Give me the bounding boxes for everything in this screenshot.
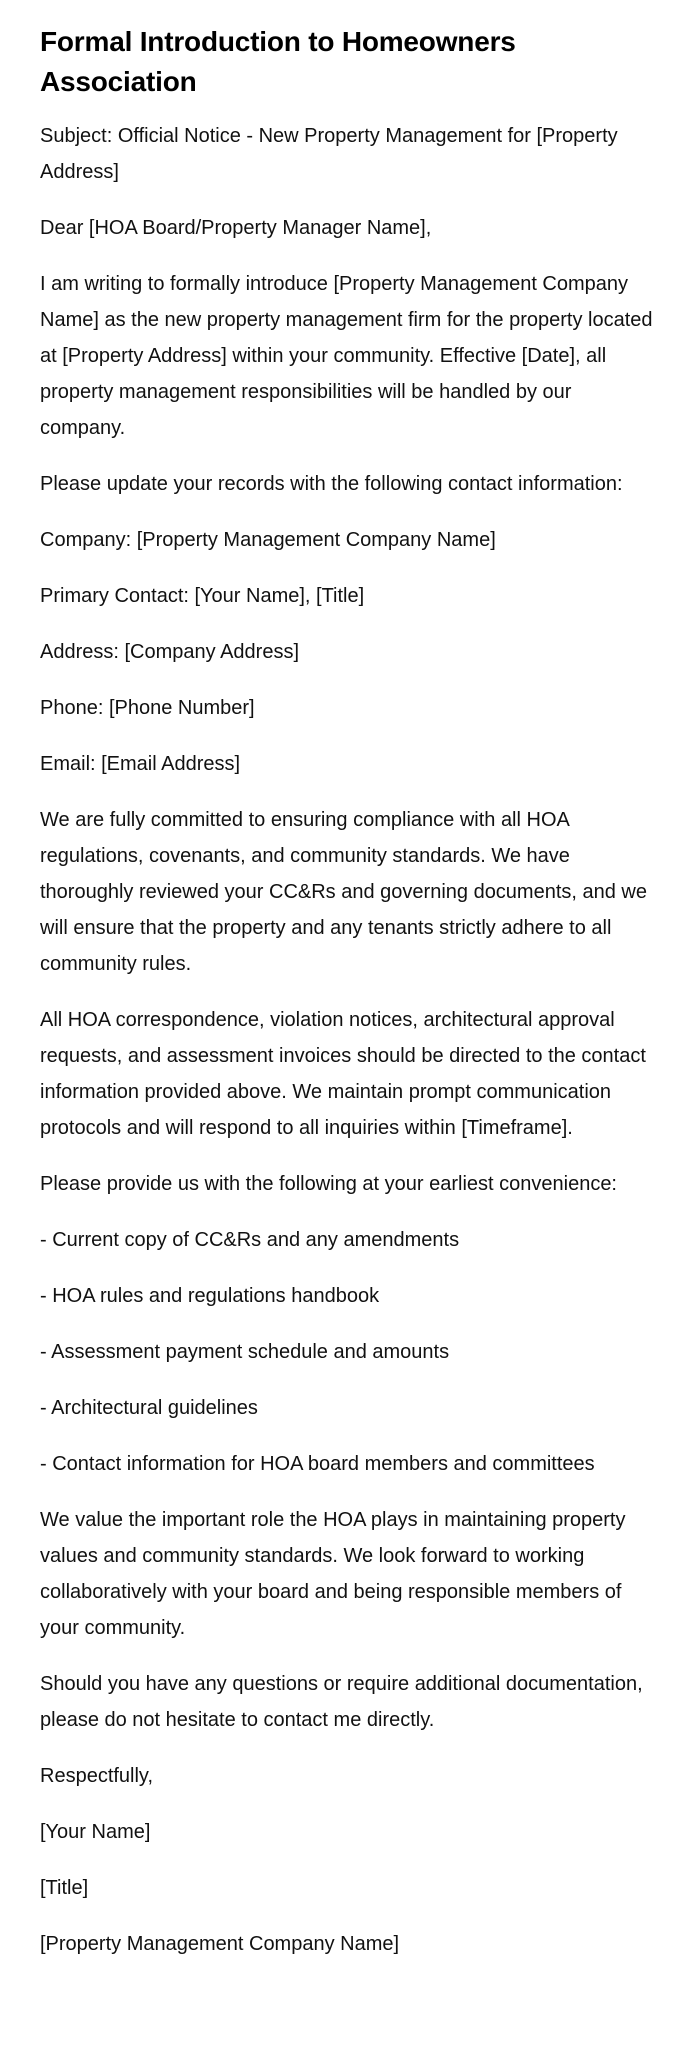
value-statement-paragraph: We value the important role the HOA plays in maintaining property values and community standards. We look forward to working collaboratively with your board and being responsible members of your community. bbox=[40, 1509, 626, 1639]
document-title: Formal Introduction to Homeowners Association bbox=[40, 26, 516, 97]
subject-line: Subject: Official Notice - New Property Management for [Property Address] bbox=[40, 125, 618, 183]
list-item: - Assessment payment schedule and amounts bbox=[40, 1341, 450, 1363]
list-item: - Architectural guidelines bbox=[40, 1397, 258, 1419]
signature-title: [Title] bbox=[40, 1877, 89, 1899]
list-item: - Contact information for HOA board members and committees bbox=[40, 1453, 595, 1475]
questions-paragraph: Should you have any questions or require additional documentation, please do not hesitate to contact me directly. bbox=[40, 1673, 643, 1731]
compliance-paragraph: We are fully committed to ensuring compliance with all HOA regulations, covenants, and community standards. We have thoroughly reviewed your CC&Rs and governing documents, and we will ensure that the property and any tenants strictly adhere to all community rules. bbox=[40, 809, 648, 975]
contact-company: Company: [Property Management Company Name] bbox=[40, 529, 496, 551]
contact-phone: Phone: [Phone Number] bbox=[40, 697, 255, 719]
requested-items-list bbox=[40, 1222, 660, 1482]
list-item: - HOA rules and regulations handbook bbox=[40, 1285, 380, 1307]
contact-info-block bbox=[40, 522, 660, 782]
intro-paragraph: I am writing to formally introduce [Property Management Company Name] as the new property management firm for the property located at [Property Address] within your community. Effective [Date], all property management responsibilities will be handled by our company. bbox=[40, 273, 653, 439]
contact-primary: Primary Contact: [Your Name], [Title] bbox=[40, 585, 365, 607]
contact-email: Email: [Email Address] bbox=[40, 753, 241, 775]
provide-request-paragraph: Please provide us with the following at your earliest convenience: bbox=[40, 1173, 617, 1195]
update-request-paragraph: Please update your records with the following contact information: bbox=[40, 473, 623, 495]
correspondence-paragraph: All HOA correspondence, violation notices, architectural approval requests, and assessment invoices should be directed to the contact information provided above. We maintain prompt communication protocols and will respond to all inquiries within [Timeframe]. bbox=[40, 1009, 646, 1139]
list-item: - Current copy of CC&Rs and any amendments bbox=[40, 1229, 460, 1251]
signature-company: [Property Management Company Name] bbox=[40, 1933, 400, 1955]
salutation: Dear [HOA Board/Property Manager Name], bbox=[40, 217, 432, 239]
contact-address: Address: [Company Address] bbox=[40, 641, 300, 663]
closing: Respectfully, bbox=[40, 1765, 154, 1787]
signature-name: [Your Name] bbox=[40, 1821, 151, 1843]
